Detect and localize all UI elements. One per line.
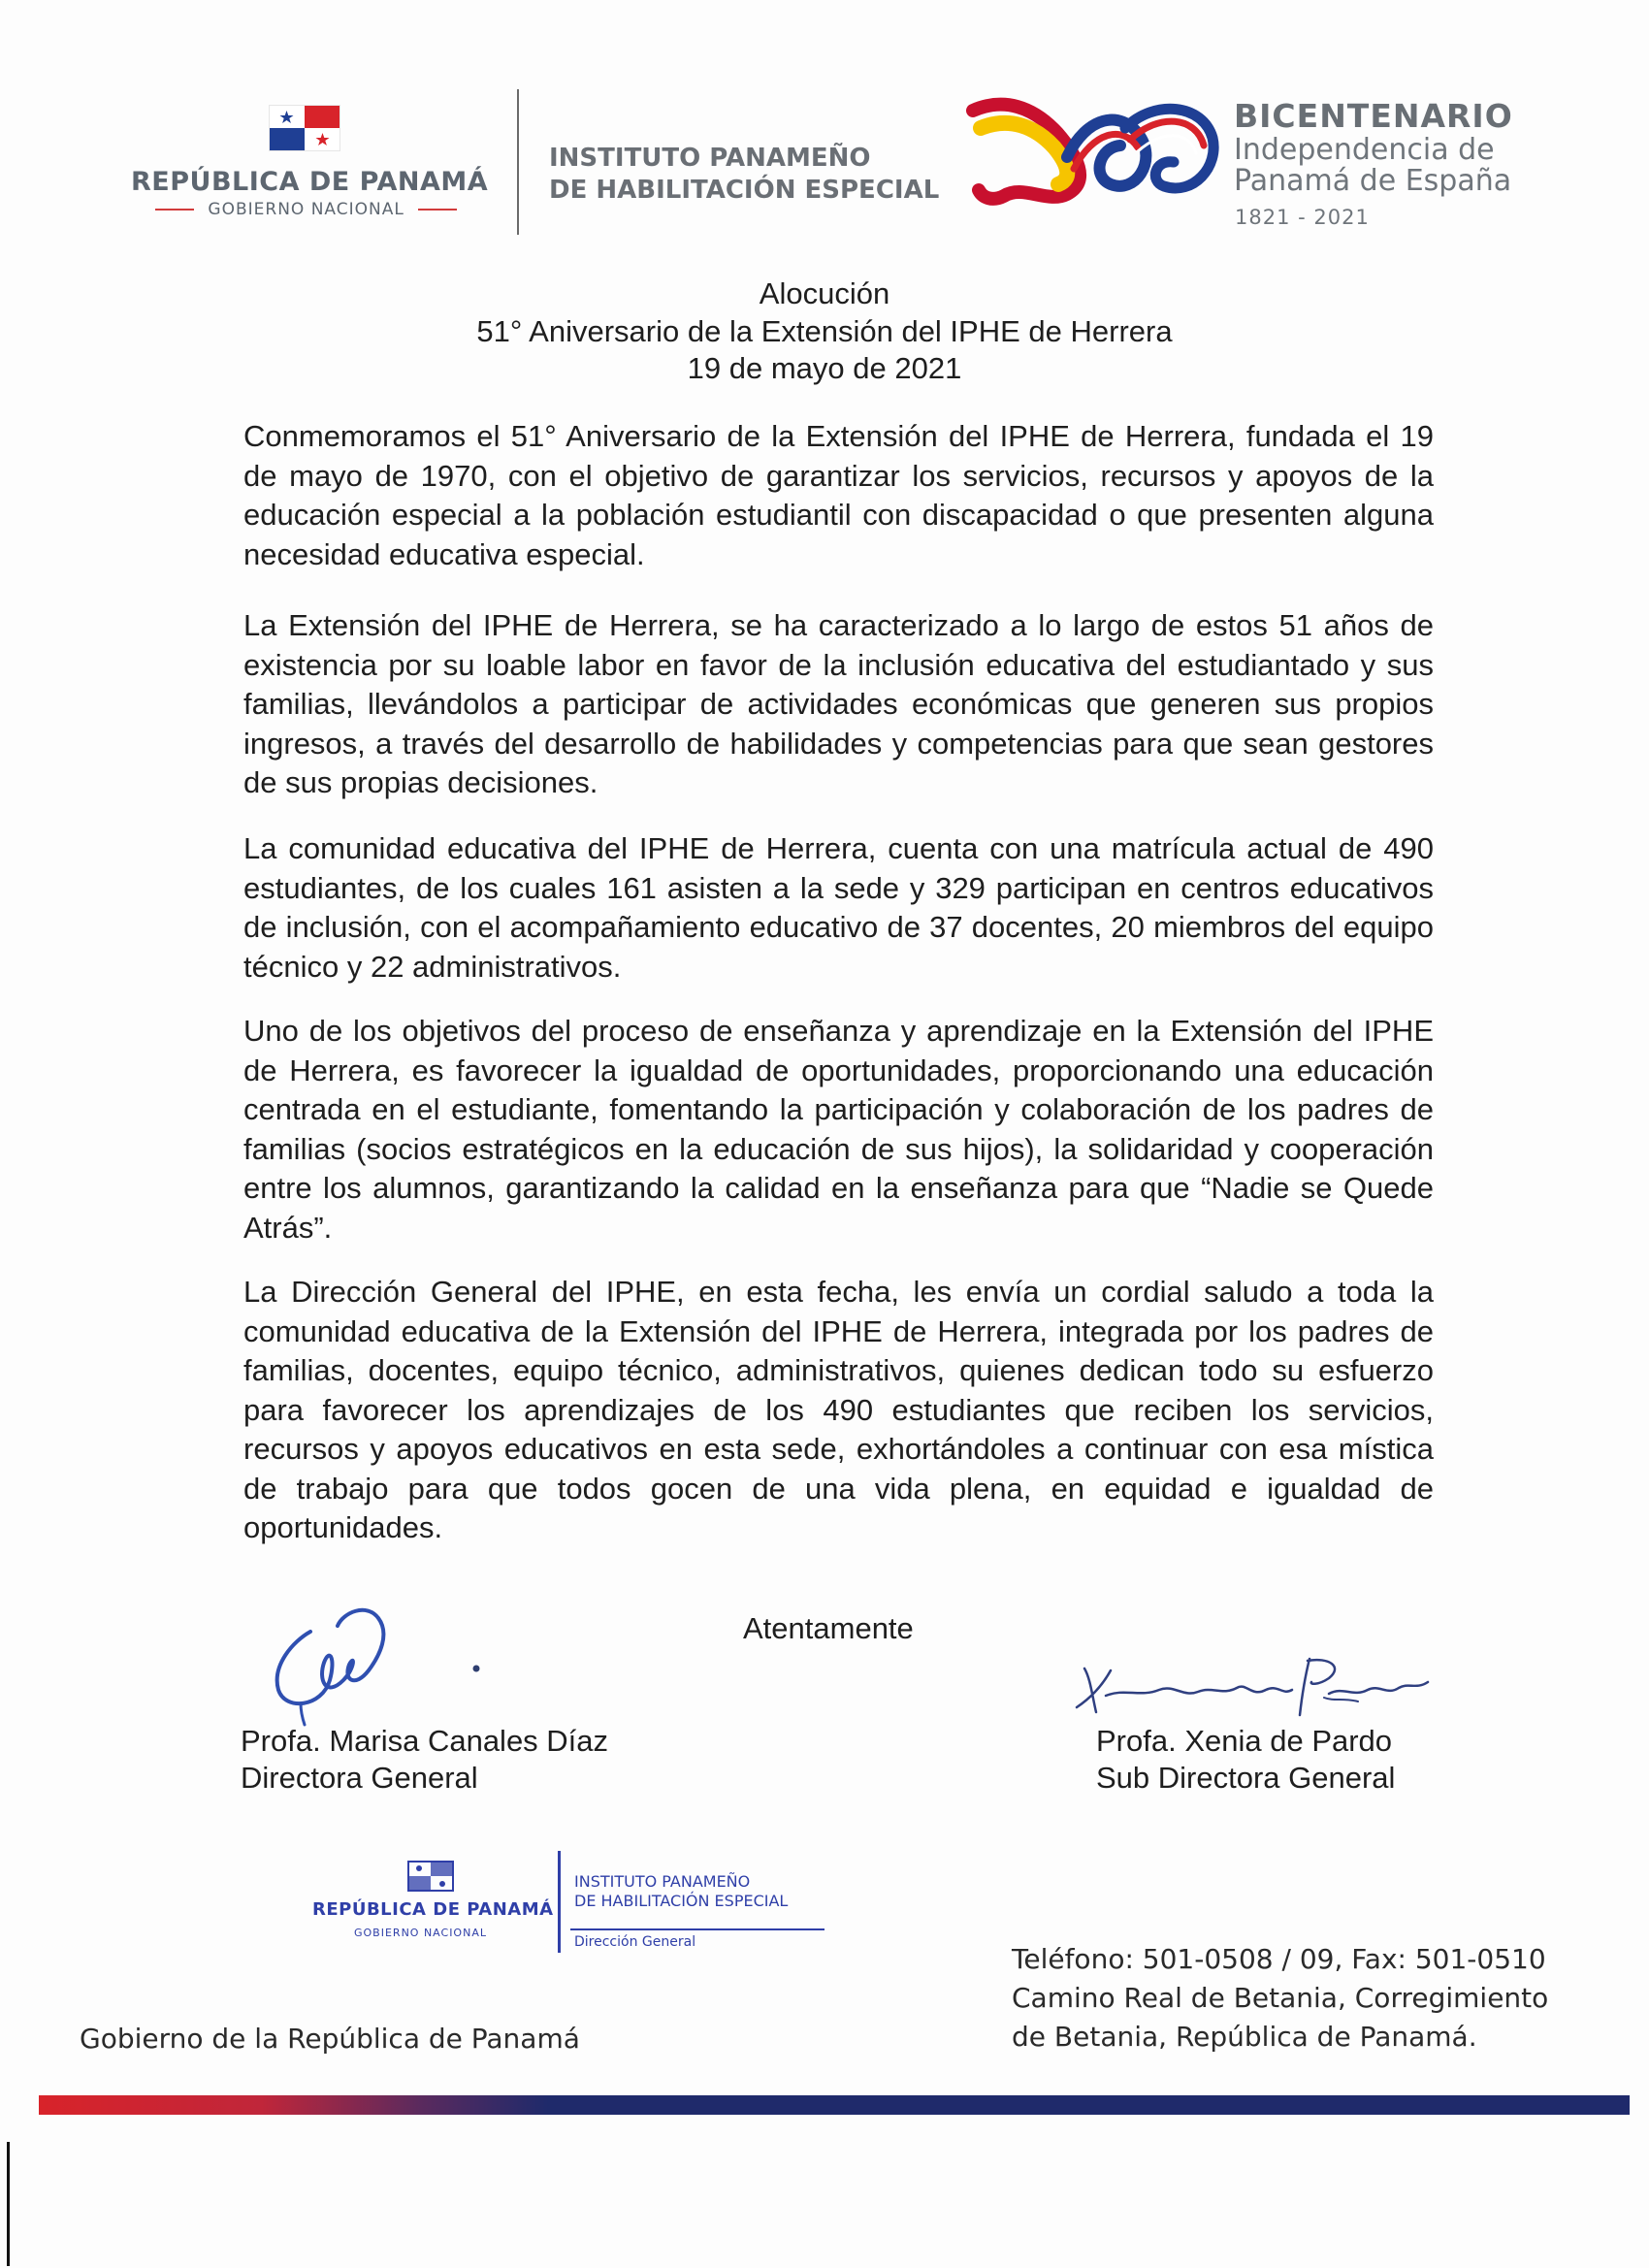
bicentenario-line-2: Panamá de España [1234, 164, 1512, 198]
institute-name [549, 143, 939, 206]
header-divider [517, 89, 519, 235]
footer-address-2: de Betania, República de Panamá. [1012, 2021, 1477, 2053]
paragraph-2: La Extensión del IPHE de Herrera, se ha caracterizado a lo largo de estos 51 años de existencia por su loable labor en favor de la inclusión educativa del estudiantado y sus familias, llevándolos a participar de actividades económicas que generen sus propios ingresos, a través del desarrollo de habilidades y competencias para que sean gestores de sus propias decisiones. [243, 608, 1434, 799]
institute-line-2: DE HABILITACIÓN ESPECIAL [549, 175, 940, 205]
institute-line-1: INSTITUTO PANAMEÑO [549, 144, 871, 173]
stamp-rule [570, 1928, 824, 1930]
footer-color-bar [39, 2095, 1630, 2115]
government-text: GOBIERNO NACIONAL [208, 200, 404, 219]
stamp-government: GOBIERNO NACIONAL [354, 1927, 487, 1939]
bicentenario-title: BICENTENARIO [1234, 97, 1513, 135]
signature-right-icon [1067, 1639, 1436, 1736]
stamp-republic: REPÚBLICA DE PANAMÁ [312, 1899, 554, 1920]
footer-phone: Teléfono: 501-0508 / 09, Fax: 501-0510 [1012, 1943, 1546, 1975]
paragraph-5: La Dirección General del IPHE, en esta fecha, les envía un cordial saludo a toda la comunidad educativa de la Extensión del IPHE de Herrera, integrada por los padres de familias, docentes, equipo técnico, administrativos, quienes dedican todo su esfuerzo para favorecer los aprendizajes de los 490 estudiantes que reciben los servicios, recursos y apoyos educativos en esta sede, exhortándoles a continuar con esa mística de trabajo para que todos gocen de una vida plena, en equidad e igualdad de oportunidades. [243, 1275, 1434, 1544]
footer-address-1: Camino Real de Betania, Corregimiento [1012, 1982, 1549, 2014]
government-label [155, 200, 457, 219]
bicentenario-years: 1821 - 2021 [1235, 206, 1370, 229]
title-line-3: 19 de mayo de 2021 [687, 351, 962, 385]
footer-government: Gobierno de la República de Panamá [80, 2023, 580, 2055]
republic-name: REPÚBLICA DE PANAMÁ [131, 167, 489, 197]
panama-flag-icon [269, 105, 340, 151]
left-signatory [241, 1723, 608, 1797]
scan-edge-line [7, 2142, 10, 2266]
stamp-flag-icon [407, 1861, 454, 1892]
stamp-department: Dirección General [574, 1934, 696, 1950]
stamp-institute [574, 1872, 788, 1911]
paragraph-1: Conmemoramos el 51° Aniversario de la Extensión del IPHE de Herrera, fundada el 19 de mayo de 1970, con el objetivo de garantizar los servicios, recursos y apoyos de la educación especial a la población estudiantil con discapacidad o que presenten alguna necesidad educativa especial. [243, 419, 1434, 571]
closing-text: Atentamente [743, 1611, 914, 1645]
title-line-1: Alocución [759, 276, 890, 310]
signature-left-icon [254, 1583, 497, 1729]
stamp-institute-line-2: DE HABILITACIÓN ESPECIAL [574, 1892, 789, 1910]
right-signatory-title: Sub Directora General [1096, 1761, 1396, 1795]
title-line-2: 51° Aniversario de la Extensión del IPHE de Herrera [476, 314, 1173, 348]
stamp-divider [558, 1851, 561, 1953]
bicentenario-line-1: Independencia de [1234, 133, 1495, 167]
bicentenario-ribbon-logo [965, 89, 1232, 208]
stamp-institute-line-1: INSTITUTO PANAMEÑO [574, 1872, 751, 1891]
footer-contact [1012, 1940, 1548, 2057]
right-signatory-name: Profa. Xenia de Pardo [1096, 1724, 1393, 1758]
right-signatory [1096, 1723, 1395, 1797]
left-signatory-title: Directora General [241, 1761, 478, 1795]
left-signatory-name: Profa. Marisa Canales Díaz [241, 1724, 609, 1758]
paragraph-3: La comunidad educativa del IPHE de Herrera, cuenta con una matrícula actual de 490 estudiantes, de los cuales 161 asisten a la sede y 329 participan en centros educativos de inclusión, con el acompañamiento educativo de 37 docentes, 20 miembros del equipo técnico y 22 administrativos. [243, 831, 1434, 984]
paragraph-4: Uno de los objetivos del proceso de enseñanza y aprendizaje en la Extensión del IPHE de Herrera, es favorecer la igualdad de oportunidades, proporcionando una educación centrada en el estudiante, fomentando la participación y colaboración de los padres de familias (socios estratégicos en la educación de sus hijos), la solidaridad y cooperación entre los alumnos, garantizando la calidad en la enseñanza para que “Nadie se Quede Atrás”. [243, 1014, 1434, 1245]
